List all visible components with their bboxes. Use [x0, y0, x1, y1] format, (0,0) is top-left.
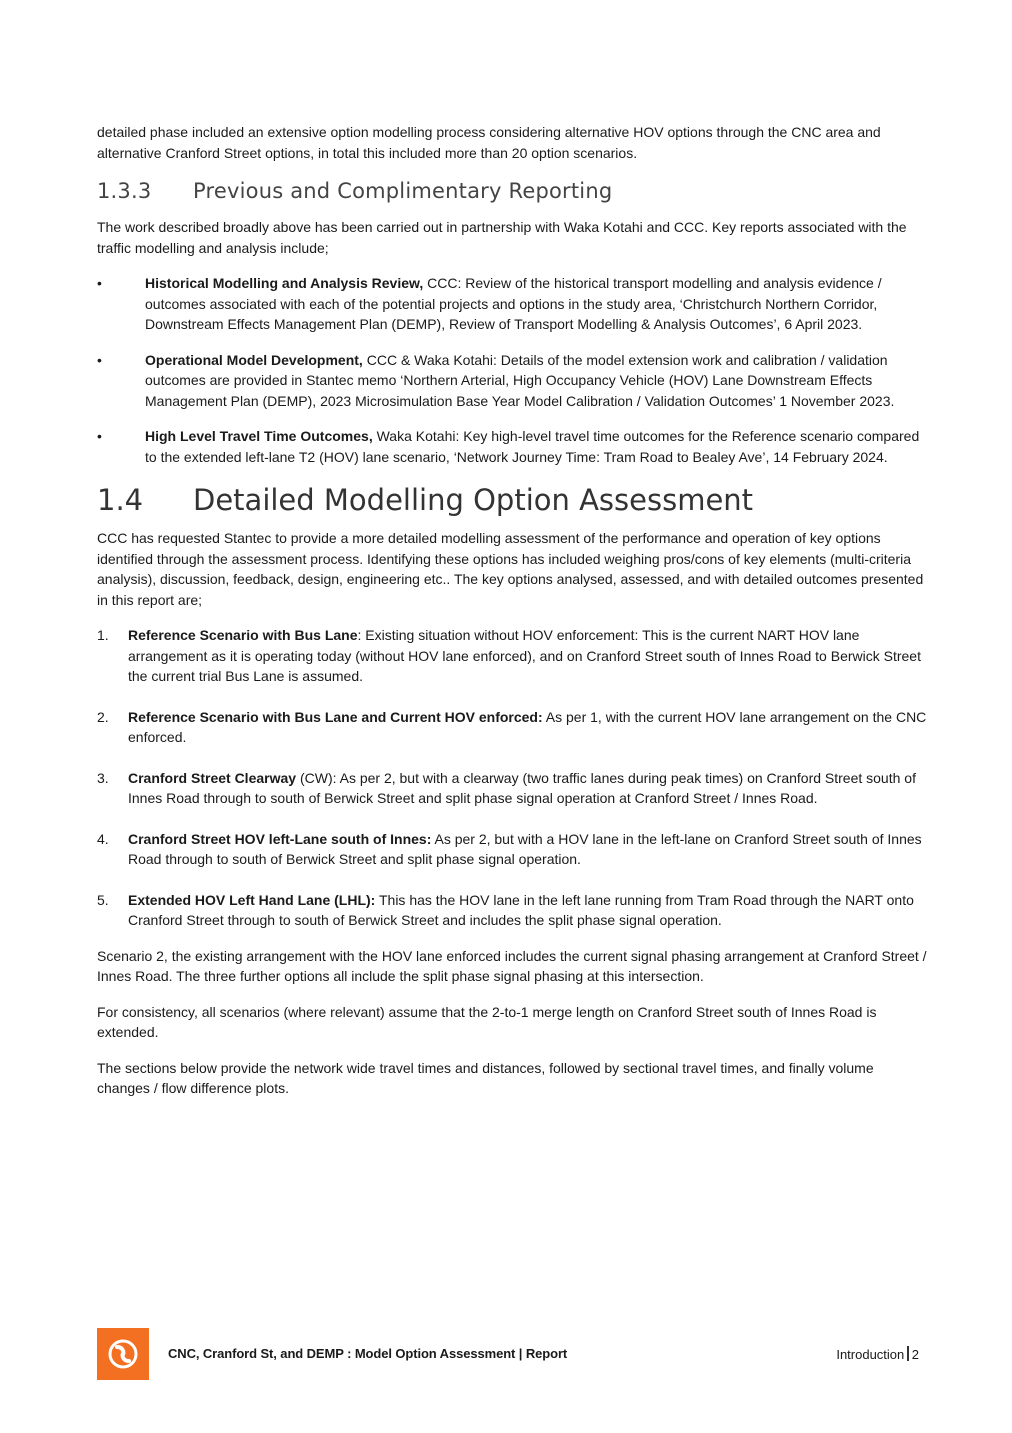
- list-item: • Historical Modelling and Analysis Review, CCC: Review of the historical transport modelling and analysis evidence / outcomes associated with each of the potential projects and options in the study area, ‘Christchurch Northern Corridor, Downstream Effects Management Plan (DEMP), Review of Transport Modelling & Analysis Outcomes’, 6 April 2023.: [97, 275, 882, 332]
- section-number: 1.3.3: [97, 179, 152, 203]
- reports-list: [97, 273, 927, 467]
- bullet-icon: •: [97, 351, 102, 368]
- list-item: 2. Reference Scenario with Bus Lane and Current HOV enforced: As per 1, with the current HOV lane arrangement on the CNC enforced.: [97, 708, 927, 745]
- section-heading-1-3-3: [97, 177, 927, 205]
- page-content: [97, 122, 927, 1114]
- section-paragraph: For consistency, all scenarios (where relevant) assume that the 2-to-1 merge length on Cranford Street south of Innes Road is extended.: [97, 1003, 877, 1040]
- intro-paragraph: detailed phase included an extensive option modelling process considering alternative HOV options through the CNC area and alternative Cranford Street options, in total this included more than 20 option scenarios.: [97, 124, 881, 161]
- section-heading-1-4: [97, 482, 927, 518]
- footer-section: Introduction: [836, 1347, 905, 1362]
- section-paragraph: Scenario 2, the existing arrangement with the HOV lane enforced includes the current signal phasing arrangement at Cranford Street / Innes Road. The three further options all include the split phase signal phasing at this intersection.: [97, 947, 927, 984]
- options-list: [97, 625, 927, 931]
- list-item: 5. Extended HOV Left Hand Lane (LHL): This has the HOV lane in the left lane running from Tram Road through the NART onto Cranford Street through to south of Berwick Street and includes the split phase signal operation.: [97, 891, 914, 928]
- footer-report-title: CNC, Cranford St, and DEMP : Model Option Assessment | Report: [168, 1346, 568, 1361]
- section-paragraph: The sections below provide the network wide travel times and distances, followed by sectional travel times, and finally volume changes / flow difference plots.: [97, 1059, 874, 1096]
- section-title: Detailed Modelling Option Assessment: [193, 483, 754, 517]
- page-number: 2: [911, 1347, 919, 1362]
- list-item: 3. Cranford Street Clearway (CW): As per 2, but with a clearway (two traffic lanes during peak times) on Cranford Street south of Innes Road through to south of Berwick Street and split phase signal operation at Cranford Street / Innes Road.: [97, 769, 916, 806]
- section-paragraph: The work described broadly above has been carried out in partnership with Waka Kotahi and CCC. Key reports associated with the traffic modelling and analysis include;: [97, 219, 907, 256]
- section-paragraph: CCC has requested Stantec to provide a more detailed modelling assessment of the performance and operation of key options identified through the assessment process. Identifying these options has included weighing pros/cons of key elements (multi-criteria analysis), discussion, feedback, design, engineering etc.. The key options analysed, assessed, and with detailed outcomes presented in this report are;: [97, 530, 924, 608]
- divider: [907, 1346, 909, 1361]
- bullet-icon: •: [97, 428, 102, 444]
- section-number: 1.4: [97, 483, 144, 517]
- list-item: • High Level Travel Time Outcomes, Waka Kotahi: Key high-level travel time outcomes for the Reference scenario compared to the extended left-lane T2 (HOV) lane scenario, ‘Network Journey Time: Tram Road to Bealey Ave’, 14 February 2024.: [97, 428, 920, 465]
- list-item: • Operational Model Development, CCC & Waka Kotahi: Details of the model extension work and calibration / validation outcomes are provided in Stantec memo ‘Northern Arterial, High Occupancy Vehicle (HOV) Lane Downstream Effects Management Plan (DEMP), 2023 Microsimulation Base Year Model Calibration / Validation Outcomes’ 1 November 2023.: [97, 351, 895, 409]
- list-item: 4. Cranford Street HOV left-Lane south of Innes: As per 2, but with a HOV lane in the left-lane on Cranford Street south of Innes Road through to south of Berwick Street and split phase signal operation.: [97, 830, 922, 867]
- section-title: Previous and Complimentary Reporting: [193, 179, 613, 203]
- page-footer: [97, 1328, 923, 1380]
- bullet-icon: •: [97, 275, 102, 291]
- stantec-logo-icon: [97, 1328, 149, 1380]
- footer-page-info: [836, 1346, 919, 1362]
- list-item: 1. Reference Scenario with Bus Lane: Existing situation without HOV enforcement: This is the current NART HOV lane arrangement as it is operating today (without HOV lane enforced), and on Cranford Street south of Innes Road to Berwick Street the current trial Bus Lane is assumed.: [97, 627, 921, 684]
